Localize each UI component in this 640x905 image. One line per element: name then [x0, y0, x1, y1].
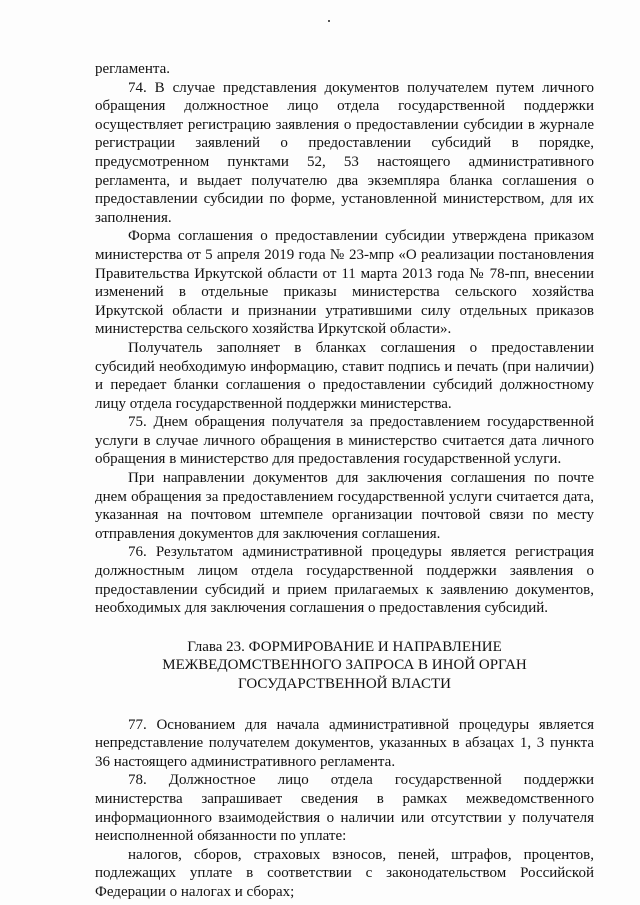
paragraph-continuation: регламента. [95, 61, 171, 77]
chapter-heading-line-2: МЕЖВЕДОМСТВЕННОГО ЗАПРОСА В ИНОЙ ОРГАН [162, 657, 527, 674]
document-body [95, 60, 594, 902]
scan-speck [328, 20, 330, 22]
paragraph-77: 77. Основанием для начала административной процедуры является непредставление получателем документов, указанных в абзацах 1, 3 пункта 36 настоящего административного регламента. [95, 716, 594, 770]
paragraph-taxes: налогов, сборов, страховых взносов, пеней, штрафов, процентов, подлежащих уплате в соответствии с законодательством Российской Федерации о налогах и сборах; [95, 846, 594, 900]
paragraph-75: 75. Днем обращения получателя за предоставлением государственной услуги в случае личного обращения в министерство считается дата личного обращения в министерство для предоставления государственной услуги. [95, 414, 594, 468]
chapter-heading-line-1: Глава 23. ФОРМИРОВАНИЕ И НАПРАВЛЕНИЕ [187, 638, 502, 655]
paragraph-postal: При направлении документов для заключения соглашения по почте днем обращения за предоставлением государственной услуги считается дата, указанная на почтовом штемпеле организации почтовой связи по месту отправления документов для заключения соглашения. [95, 470, 594, 542]
paragraph-78: 78. Должностное лицо отдела государственной поддержки министерства запрашивает сведения в рамках межведомственного информационного взаимодействия о наличии или отсутствии у получателя неисполненной обязанности по уплате: [95, 772, 594, 845]
paragraph-74: 74. В случае представления документов получателем путем личного обращения должностное лицо отдела государственной поддержки осуществляет регистрацию заявления о предоставлении субсидии в журнале регистрации заявлений о предоставлении субсидий в порядке, предусмотренном пунктами 52, 53 настоящего административного регламента, и выдает получателю два экземпляра бланка соглашения о предоставлении субсидии по форме, установленной министерством, для их заполнения. [95, 79, 594, 226]
chapter-heading-line-3: ГОСУДАРСТВЕННОЙ ВЛАСТИ [238, 676, 451, 692]
paragraph-76: 76. Результатом административной процедуры является регистрация должностным лицом отдела государственной поддержки заявления о предоставлении субсидий и прием прилагаемых к заявлению документов, необходимых для заключения соглашения о предоставления субсидий. [95, 544, 594, 617]
chapter-heading [95, 638, 594, 694]
paragraph-agreement-form: Форма соглашения о предоставлении субсидии утверждена приказом министерства от 5 апреля 2019 года № 23-мпр «О реализации постановления Правительства Иркутской области от 11 марта 2013 года № 78-пп, внесении изменений в отдельные приказы министерства сельского хозяйства Иркутской области и признании утратившими силу отдельных приказов министерства сельского хозяйства Иркутской области». [95, 228, 594, 338]
paragraph-recipient-fills: Получатель заполняет в бланках соглашения о предоставлении субсидий необходимую информацию, ставит подпись и печать (при наличии) и передает бланки соглашения о предоставлении субсидий должностному лицу отдела государственной поддержки министерства. [95, 339, 594, 412]
